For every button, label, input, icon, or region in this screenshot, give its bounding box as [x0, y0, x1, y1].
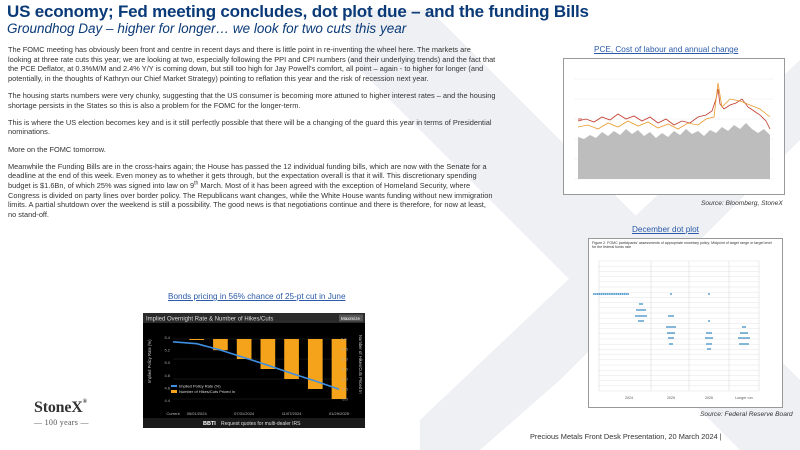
dot-point [625, 293, 627, 295]
dot-point [739, 343, 741, 345]
dot-point [627, 293, 629, 295]
dot-point [639, 315, 641, 317]
pce-chart-frame [563, 58, 785, 195]
dot-point [612, 293, 614, 295]
dot-point [708, 320, 710, 322]
stonex-logo [34, 399, 89, 427]
dot-point [742, 326, 744, 328]
dot-x-label: 2026 [705, 396, 713, 400]
dot-point [671, 332, 673, 334]
dot-point [708, 332, 710, 334]
y-right-tick-label: -1.5 [341, 366, 348, 372]
dot-point [742, 332, 744, 334]
y-right-tick-label: -2.5 [341, 386, 348, 392]
paragraph-housing: The housing starts numbers were very chunky, suggesting that the US consumer is becoming more attuned to higher interest rates – and the housing shortage persists in the States so this is also a problem for the FOMC for the longer-term. [8, 90, 496, 110]
hikes-cuts-bar [189, 339, 204, 340]
y-left-tick-label: 5.2 [164, 347, 170, 353]
y-right-tick-label: -0.5 [341, 346, 348, 352]
dot-point [744, 337, 746, 339]
dot-points [593, 293, 750, 350]
dot-point [709, 337, 711, 339]
dot-point [643, 315, 645, 317]
dot-chart-source: Source: Federal Reserve Board [700, 411, 793, 418]
dot-point [593, 293, 595, 295]
dot-point [669, 343, 671, 345]
dot-point [706, 343, 708, 345]
dot-point [746, 332, 748, 334]
dot-point [614, 293, 616, 295]
dot-point [641, 315, 643, 317]
dot-point [622, 293, 624, 295]
y-right-tick-label: -1.0 [341, 356, 348, 362]
paragraph-more-fomc: More on the FOMC tomorrow. [8, 144, 106, 154]
dot-point [671, 343, 673, 345]
pce-chart-caption: PCE, Cost of labour and annual change [594, 45, 739, 54]
legend-hikes-label: Number of Hikes/Cuts Priced In [179, 389, 236, 394]
dot-point [642, 309, 644, 311]
dot-point [668, 326, 670, 328]
dot-point [618, 293, 620, 295]
y-left-tick-label: 5.4 [164, 334, 170, 340]
dot-point [744, 332, 746, 334]
paragraph-fomc: The FOMC meeting has obviously been front and centre in recent days and there is little point in re-inventing the wheel here. The markets are looking at three rate cuts this year; we are looking at two, especially following the PPI and CPI numbers (and their underlying trends) and the fact that the PCE Deflator, at 0.3%M/M and 2.4% Y/Y is coming down, but still too high for Jay Powell's comfort, all point – again - to higher for longer (and potentially, in the thoughts of Kathryn our Chief Market Strategy) pointing to reflation this year and the risk of recession next year. [8, 45, 496, 83]
dot-point [638, 309, 640, 311]
y-left-tick-label: 4.8 [164, 372, 170, 378]
paragraph-funding-bills [8, 162, 496, 220]
ordinal-suffix: th [194, 180, 199, 187]
dot-point [610, 293, 612, 295]
dot-point [710, 343, 712, 345]
dot-point [670, 337, 672, 339]
dot-chart-caption: December dot plot [632, 225, 699, 234]
dot-point [670, 315, 672, 317]
dot-point [640, 309, 642, 311]
dot-point [616, 293, 618, 295]
dot-point [743, 343, 745, 345]
dot-point [740, 332, 742, 334]
dot-point [672, 315, 674, 317]
dot-point [711, 337, 713, 339]
legend-rate-swatch [171, 385, 177, 387]
dot-point [597, 293, 599, 295]
dot-point [710, 332, 712, 334]
dot-point [705, 337, 707, 339]
dot-point [707, 337, 709, 339]
funding-text-a: Meanwhile the Funding Bills are in the cross-hairs again; the House has passed the 12 individual funding bills, which are now with the Senate for a deadline at the end of this week. Even money as to whether it gets through, but the expectation overall is that it will. This discretionary spending budget is $1.6Bn, of which 25% was signed into law on 9 [8, 161, 487, 190]
dot-point [638, 320, 640, 322]
maximize-button[interactable]: Maximize [341, 316, 361, 321]
pce-line [578, 89, 770, 129]
dot-point [746, 337, 748, 339]
dot-point [601, 293, 603, 295]
bonds-chart [143, 313, 365, 428]
dot-plot [589, 239, 782, 407]
y-right-axis-label: Number of Hikes/Cuts Priced In [358, 335, 363, 394]
dot-point [744, 326, 746, 328]
page-subtitle: Groundhog Day – higher for longer… we look for two cuts this year [7, 21, 407, 36]
dot-point [670, 326, 672, 328]
dot-x-label: 2024 [625, 396, 633, 400]
dot-point [623, 293, 625, 295]
dot-point [644, 309, 646, 311]
presentation-footer: Precious Metals Front Desk Presentation, 20 March 2024 | [530, 432, 722, 441]
cost-of-labour-line [578, 83, 770, 129]
dot-point [667, 332, 669, 334]
x-tick-label: 07/31/2024 [234, 411, 255, 416]
dot-gridlines [599, 261, 759, 391]
bonds-footer-code: BBTI [203, 421, 216, 427]
y-right-tick-label: 0.0 [341, 336, 347, 342]
funding-text-b: March. Most of it has been agreed with the exception of Homeland Security, where Congress is divided on party lines over border policy. The Republicans want changes, while the White House wants funding without new immigration limits. A partial shutdown over the weekend is still a possibility. The good news is that negotiations continue and there is therefore, for now at least, no stand-off. [8, 180, 493, 219]
bonds-chart-header: Implied Overnight Rate & Number of Hikes/Cuts [146, 316, 274, 323]
dot-point [641, 303, 643, 305]
dot-point [637, 315, 639, 317]
page-title: US economy; Fed meeting concludes, dot plot due – and the funding Bills [7, 2, 589, 21]
dot-point [606, 293, 608, 295]
dot-point [672, 326, 674, 328]
dot-point [670, 293, 672, 295]
dot-point [645, 315, 647, 317]
x-tick-label: 11/07/2024 [281, 411, 302, 416]
dot-point [666, 326, 668, 328]
dot-point [668, 315, 670, 317]
logo-years: — 100 years — [34, 418, 89, 427]
dot-point [608, 293, 610, 295]
dot-point [706, 332, 708, 334]
x-tick-label: 05/01/2024 [186, 411, 207, 416]
pce-chart [564, 59, 784, 194]
logo-name: StoneX [34, 399, 83, 416]
paragraph-election: This is where the US election becomes key and is it still perfectly possible that there will be a changing of the guard this year in terms of Presidential nominations. [8, 117, 492, 137]
legend-rate-label: Implied Policy Rate (%) [179, 383, 221, 389]
dot-point [640, 320, 642, 322]
dot-point [740, 337, 742, 339]
dot-point [620, 293, 622, 295]
dot-point [595, 293, 597, 295]
dot-point [603, 293, 605, 295]
dot-point [747, 343, 749, 345]
annual-change-area [578, 123, 770, 179]
dot-point [708, 293, 710, 295]
dot-point [639, 303, 641, 305]
dot-point [642, 320, 644, 322]
bonds-chart-caption: Bonds pricing in 56% chance of 25-pt cut in June [168, 292, 346, 301]
logo-tm: ® [82, 399, 87, 405]
dot-point [709, 348, 711, 350]
commentary-body [8, 45, 496, 227]
y-left-axis-label: Implied Policy Rate (%) [147, 339, 152, 383]
dot-point [604, 293, 606, 295]
dot-point [673, 332, 675, 334]
dot-point [599, 293, 601, 295]
pce-chart-source: Source: Bloomberg, StoneX [701, 200, 783, 207]
y-left-tick-label: 4.6 [164, 385, 170, 391]
y-left-tick-label: 5.0 [164, 360, 170, 366]
y-right-tick-label: -3.0 [341, 396, 348, 402]
bonds-footer-text: Request quotes for multi-dealer IRS [221, 421, 301, 427]
x-tick-label: Current [166, 411, 180, 416]
y-right-tick-label: -2.0 [341, 376, 348, 382]
dot-figure-title: Figure 2. FOMC participants' assessments of appropriate monetary policy: Midpoint of target range or target level for the federal funds rate [592, 241, 772, 250]
dot-point [635, 315, 637, 317]
dot-point [707, 348, 709, 350]
dot-x-label: 2025 [667, 396, 675, 400]
dot-point [745, 343, 747, 345]
dot-point [672, 337, 674, 339]
dot-point [708, 343, 710, 345]
dot-point [738, 337, 740, 339]
dot-point [636, 309, 638, 311]
dot-point [742, 337, 744, 339]
dot-chart-frame [588, 238, 783, 408]
dot-point [674, 326, 676, 328]
dot-x-label: Longer run [735, 396, 753, 400]
dot-point [741, 343, 743, 345]
x-tick-label: 01/29/2025 [328, 411, 350, 416]
dot-point [669, 332, 671, 334]
legend-hikes-swatch [171, 390, 177, 393]
dot-point [668, 337, 670, 339]
y-left-tick-label: 4.4 [164, 398, 170, 404]
dot-point [748, 337, 750, 339]
